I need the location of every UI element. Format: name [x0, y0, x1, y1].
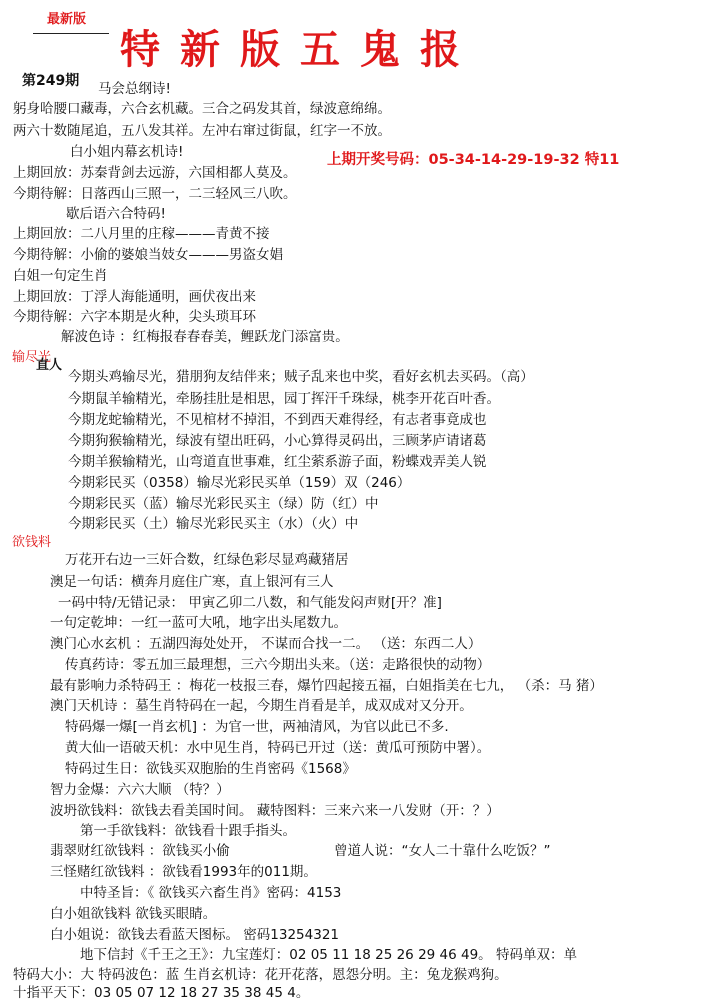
- loss-line: 今期彩民买（土）输尽光彩民买主（水）（火）中: [68, 516, 359, 532]
- desire-line: 一码中特/无错记录： 甲寅乙卯二八数，和气能发闷声财[开？准]: [58, 595, 442, 611]
- loss-section-sublabel: 直人: [36, 358, 63, 373]
- edition-label: 最新版: [47, 12, 87, 27]
- desire-line: 三怪赌红欲钱料 ：欲钱看1993年的011期。: [50, 864, 317, 880]
- loss-section-label: 输尽光: [12, 350, 52, 365]
- white-sister-heading: 白姐一句定生肖: [13, 268, 108, 284]
- desire-line: 第一手欲钱料：欲钱看十跟手指头。: [80, 823, 296, 839]
- desire-line: 十指平天下：03 05 07 12 18 27 35 38 45 4。: [13, 985, 310, 1001]
- desire-line: 澳足一句话：横奔月庭住广寒，直上银河有三人: [50, 574, 334, 590]
- desire-line: 澳门心水玄机 ：五湖四海处处开， 不谋而合找一二。 （送：东西二人）: [50, 636, 482, 652]
- desire-line: 白小姐说：欲钱去看蓝天图标。 密码13254321: [50, 927, 340, 943]
- white-lady-review: 上期回放：苏秦背剑去远游，六国相都人莫及。: [13, 165, 297, 181]
- poem-line: 躬身哈腰口藏毒，六合玄机藏。三合之码发其首，绿波意绵绵。: [13, 101, 391, 117]
- poem-line: 两六十数随尾追，五八发其祥。左冲右窜过街鼠，红字一不放。: [13, 123, 391, 139]
- desire-line: 黄大仙一语破天机：水中见生肖，特码已开过（送：黄瓜可预防中署）。: [65, 740, 491, 756]
- desire-line: 特码爆一爆[一肖玄机] ：为官一世，两袖清风，为官以此已不多.: [65, 719, 449, 735]
- loss-line: 今期头鸡输尽光，猎朋狗友结伴来；贼子乱来也中奖，看好玄机去买码。（高）: [68, 369, 534, 385]
- loss-line: 今期彩民买（蓝）输尽光彩民买主（绿）防（红）中: [68, 496, 379, 512]
- xiehouyu-heading: 歇后语六合特码!: [66, 206, 166, 222]
- loss-line: 今期羊猴输精光，山弯道直世事难，红尘萦系游子面，粉蝶戏弄美人锐: [68, 454, 487, 470]
- desire-line: 特码过生日：欲钱买双胞胎的生肖密码《1568》: [65, 761, 356, 777]
- last-draw-result: 上期开奖号码：05-34-14-29-19-32 特11: [327, 152, 620, 168]
- desire-line: 白小姐欲钱料 欲钱买眼睛。: [50, 906, 217, 922]
- xiehouyu-review: 上期回放：二八月里的庄稼———青黄不接: [13, 226, 270, 242]
- loss-line: 今期彩民买（0358）输尽光彩民买单（159）双（246）: [68, 475, 411, 491]
- desire-line: 最有影响力杀特码王 ：梅花一枝报三春，爆竹四起接五福，白姐指美在七九， （杀：马 猪）: [50, 678, 603, 694]
- desire-line: 一句定乾坤：一红一蓝可大吼，地字出头尾数九。: [50, 615, 347, 631]
- desire-line: 万花开右边一三奸合数，红绿色彩尽显鸡藏猪居: [65, 552, 349, 568]
- xiehouyu-pending: 今期待解：小偷的婆娘当妓女———男盗女娼: [13, 247, 283, 263]
- white-sister-review: 上期回放：丁浮人海能通明，画伏夜出来: [13, 289, 256, 305]
- loss-line: 今期狗猴输精光，绿波有望出旺码，小心算得灵码出，三顾茅庐请诸葛: [68, 433, 487, 449]
- loss-line: 今期龙蛇输精光，不见棺材不掉泪，不到西天难得经，有志者事竟成也: [68, 412, 487, 428]
- desire-section-label: 欲钱料: [12, 535, 52, 550]
- desire-line: 波坍欲钱料：欲钱去看美国时间。 藏特图料：三来六来一八发财（开：？）: [50, 803, 500, 819]
- desire-line: 传真药诗：零五加三最理想，三六今期出头来。（送：走路很快的动物）: [65, 657, 491, 673]
- page-title: 特新版五鬼报: [120, 26, 480, 73]
- desire-line: 翡翠财红欲钱料 ：欲钱买小偷: [50, 843, 230, 859]
- desire-line: 地下信封《千王之王》：九宝莲灯：02 05 11 18 25 26 29 46 49。 特码单双：单: [80, 947, 577, 963]
- desire-line: 中特圣旨：《 欲钱买六畜生肖》密码：4153: [80, 885, 342, 901]
- loss-line: 今期鼠羊输精光，牵肠挂肚是相思，园丁挥汗千珠绿，桃李开花百叶香。: [68, 391, 500, 407]
- desire-line: 智力金爆：六六大顺 （特？）: [50, 782, 230, 798]
- white-lady-pending: 今期待解：日落西山三照一，二三轻风三八吹。: [13, 186, 297, 202]
- white-sister-pending: 今期待解：六字本期是火种，尖头琐耳环: [13, 309, 256, 325]
- desire-line: 特码大小：大 特码波色：蓝 生肖玄机诗：花开花落，恩怨分明。主：兔龙猴鸡狗。: [13, 967, 508, 983]
- color-poem: 解波色诗 ：红梅报春春春美，鲤跃龙门添富贵。: [61, 329, 349, 345]
- header-rule: [33, 33, 109, 34]
- desire-line: 澳门天机诗 ：墓生肖特码在一起，今期生肖看是羊，成双成对又分开。: [50, 698, 473, 714]
- poem-heading: 马会总纲诗!: [98, 81, 171, 97]
- issue-number: 第249期: [22, 73, 80, 89]
- white-lady-heading: 白小姐内幕玄机诗!: [70, 144, 184, 160]
- desire-line: 曾道人说：“女人二十靠什么吃饭？”: [334, 843, 551, 859]
